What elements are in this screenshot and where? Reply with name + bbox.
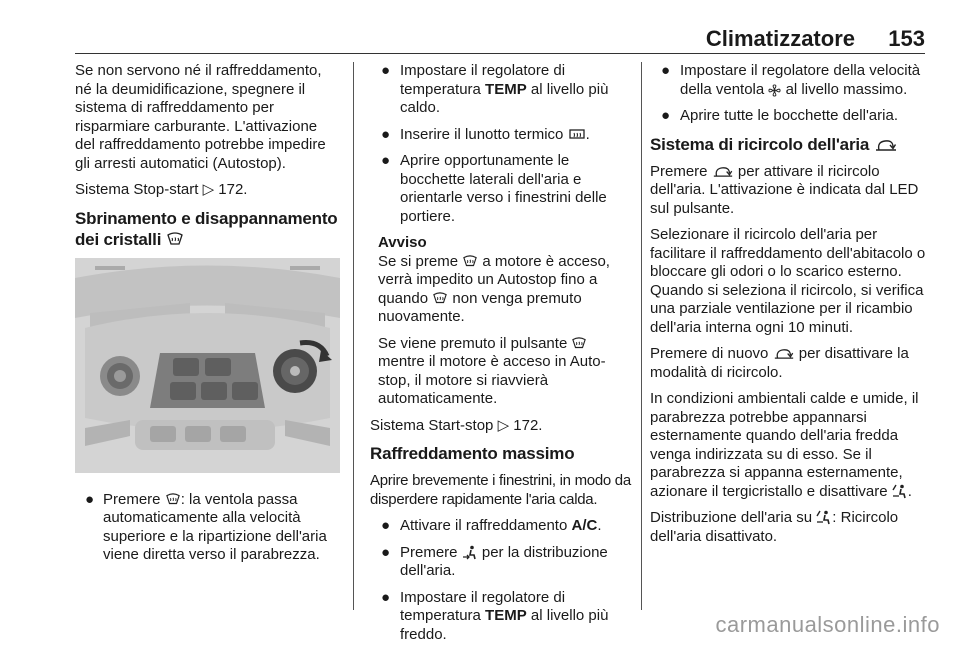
cross-reference: Sistema Stop-start ▷ 172.	[75, 181, 248, 198]
paragraph: Premere per attivare il ricircolo dell'aria. L'attivazione è indicata dal LED sul pulsante.	[650, 162, 919, 217]
column-2	[370, 62, 635, 652]
column-1	[75, 62, 340, 573]
list-item: ● Aprire opportunamente le bocchette laterali dell'aria e orientarle verso i finestrini delle portiere.	[381, 152, 607, 225]
paragraph: Se non servono né il raffreddamento, né la deumidificazione, spegnere il sistema di raffreddamento per risparmiare carburante. L'attivazione del raffreddamento potrebbe impedire gli arresti automatici (Autostop).	[75, 62, 326, 172]
page-ref-arrow-icon: ▷	[202, 181, 215, 198]
note-title: Avviso	[378, 234, 427, 251]
header-rule	[75, 53, 925, 54]
recirculation-icon	[874, 139, 898, 153]
section-heading: Raffreddamento massimo	[370, 444, 575, 463]
paragraph: Premere di nuovo per disattivare la modalità di ricircolo.	[650, 345, 909, 381]
section-heading: Sistema di ricircolo dell'aria	[650, 134, 935, 155]
list-item: ● Aprire tutte le bocchette dell'aria.	[661, 107, 898, 124]
page-title: Climatizzatore	[705, 26, 855, 51]
column-divider	[641, 62, 642, 610]
list-item: ● Premere per la distribuzione dell'aria.	[381, 543, 608, 579]
list-item: ● Premere : la ventola passa automaticamente alla velocità superiore e la ripartizione dell'aria viene diretta verso il parabrezza.	[85, 490, 327, 563]
defrost-icon	[166, 232, 184, 248]
rear-window-heater-icon	[568, 128, 586, 142]
watermark: carmanualsonline.info	[715, 612, 940, 637]
defrost-icon	[462, 255, 478, 269]
section-heading: Sbrinamento e disappannamento dei cristalli	[75, 208, 338, 249]
list-item: ● Impostare il regolatore di temperatura TEMP al livello più freddo.	[381, 588, 609, 643]
page-link[interactable]: 172.	[513, 416, 543, 434]
climate-control-panel-photo	[75, 258, 340, 473]
page-link[interactable]: 172.	[218, 181, 248, 198]
air-distribution-windscreen-floor-icon	[892, 484, 908, 499]
defrost-icon	[165, 493, 181, 507]
paragraph: Aprire brevemente i finestrini, in modo da disperdere rapidamente l'aria calda.	[370, 472, 631, 508]
recirculation-icon	[712, 166, 734, 179]
note-paragraph: Se si preme a motore è acceso, verrà impedito un Autostop fino a quando non venga premuto nuovamente.	[378, 252, 610, 325]
fan-icon	[768, 84, 781, 97]
column-3	[650, 62, 935, 554]
air-distribution-floor-icon	[462, 545, 478, 560]
air-distribution-windscreen-floor-icon	[816, 510, 832, 525]
defrost-icon	[432, 292, 448, 306]
paragraph: Distribuzione dell'aria su : Ricircolo dell'aria disattivato.	[650, 509, 899, 545]
recirculation-icon	[773, 348, 795, 361]
defrost-icon	[571, 337, 587, 351]
page-header	[75, 22, 925, 52]
cross-reference: Sistema Start-stop ▷ 172.	[370, 416, 543, 434]
list-item: ● Impostare il regolatore della velocità della ventola al livello massimo.	[661, 62, 921, 98]
paragraph: Selezionare il ricircolo dell'aria per facilitare il raffreddamento dell'abitacolo o bloccare gli odori o lo scarico esterno. Quando si seleziona il ricircolo, si verifica una parziale ventilazione per il ricambio dell'aria interna ogni 10 minuti.	[650, 226, 926, 336]
paragraph: In condizioni ambientali calde e umide, il parabrezza potrebbe appannarsi esternamente quando dell'aria fredda venga indirizzata su di esso. Se il parabrezza si appanna esternamente, azionare il tergicristallo e disattivare .	[650, 390, 919, 500]
list-item: ● Impostare il regolatore di temperatura TEMP al livello più caldo.	[381, 62, 609, 116]
list-item: ● Attivare il raffreddamento A/C.	[381, 517, 602, 534]
note-paragraph: Se viene premuto il pulsante mentre il motore è acceso in Auto-stop, il motore si riavvierà automaticamente.	[378, 334, 606, 407]
column-divider	[353, 62, 354, 610]
list-item: ● Inserire il lunotto termico .	[381, 125, 590, 143]
page-ref-arrow-icon: ▷	[497, 416, 510, 434]
page-number: 153	[888, 26, 925, 51]
note-box	[370, 234, 635, 409]
